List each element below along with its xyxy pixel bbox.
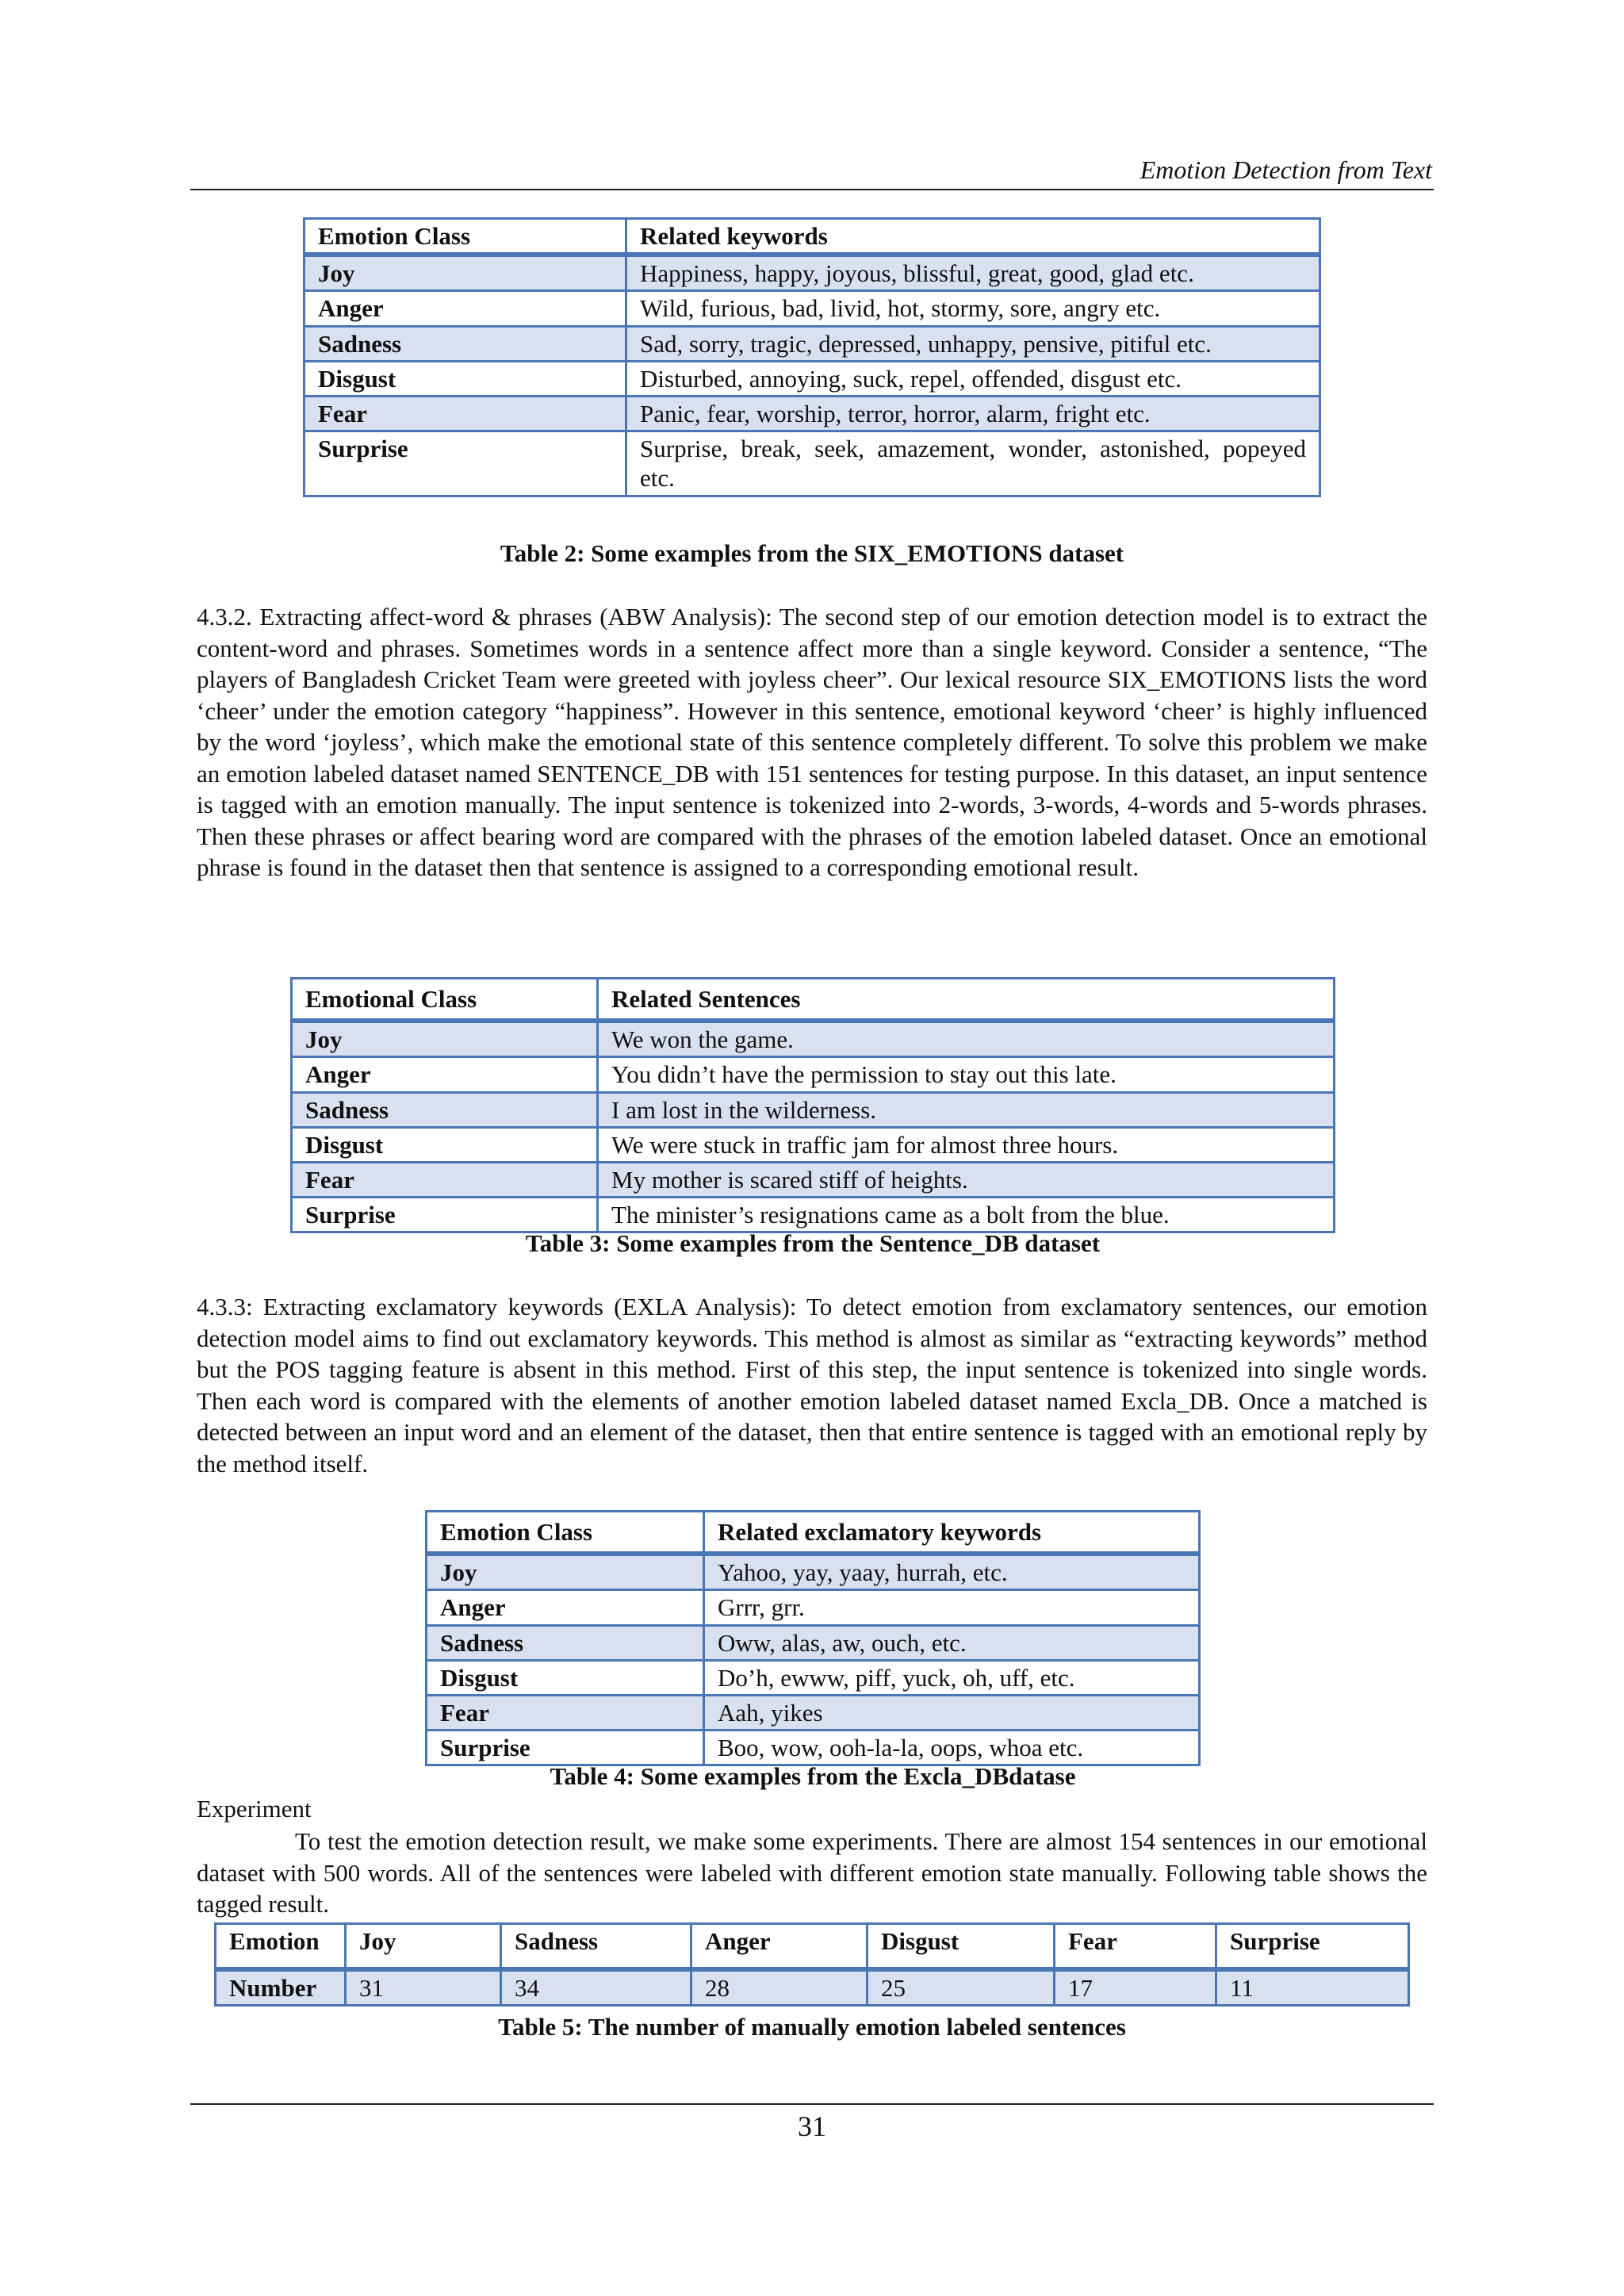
sentence-cell: My mother is scared stiff of heights. xyxy=(598,1162,1335,1197)
table-3-caption: Table 3: Some examples from the Sentence_DB dataset xyxy=(525,1229,1101,1257)
table-row xyxy=(292,1162,1335,1197)
table-header-cell: Sadness xyxy=(501,1924,691,1970)
table-row xyxy=(427,1731,1200,1765)
number-label-cell: Number xyxy=(216,1969,346,2006)
table-header-row xyxy=(292,979,1335,1022)
count-cell: 25 xyxy=(868,1969,1055,2006)
table-header-cell: Emotion Class xyxy=(427,1512,704,1554)
count-cell: 31 xyxy=(346,1969,501,2006)
table-3 xyxy=(290,977,1335,1233)
table-row xyxy=(216,1969,1409,2006)
table-header-cell: Related Sentences xyxy=(598,979,1335,1022)
table-row xyxy=(427,1554,1200,1590)
table-5-caption: Table 5: The number of manually emotion labeled sentences xyxy=(498,2013,1126,2041)
table-row xyxy=(304,361,1320,396)
table-row xyxy=(292,1198,1335,1232)
emotion-class-cell: Anger xyxy=(427,1590,704,1625)
emotion-class-cell: Sadness xyxy=(292,1092,598,1127)
emotion-class-cell: Joy xyxy=(427,1554,704,1590)
table-header-cell: Related exclamatory keywords xyxy=(704,1512,1200,1554)
table-row xyxy=(292,1092,1335,1127)
sentence-cell: I am lost in the wilderness. xyxy=(598,1092,1335,1127)
table-header-cell: Joy xyxy=(346,1924,501,1970)
emotion-class-cell: Surprise xyxy=(427,1731,704,1765)
emotion-class-cell: Disgust xyxy=(292,1127,598,1162)
emotion-class-cell: Joy xyxy=(292,1021,598,1057)
experiment-heading: Experiment xyxy=(197,1795,312,1823)
exclamatory-keywords-cell: Yahoo, yay, yaay, hurrah, etc. xyxy=(704,1554,1200,1590)
table-row xyxy=(304,326,1320,361)
emotion-class-cell: Fear xyxy=(304,396,626,431)
keywords-cell: Happiness, happy, joyous, blissful, great, good, glad etc. xyxy=(626,255,1320,291)
sentence-cell: We won the game. xyxy=(598,1021,1335,1057)
emotion-class-cell: Surprise xyxy=(292,1198,598,1232)
table-header-cell: Emotion xyxy=(216,1924,346,1970)
table-header-cell: Disgust xyxy=(868,1924,1055,1970)
exclamatory-keywords-cell: Boo, wow, ooh-la-la, oops, whoa etc. xyxy=(704,1731,1200,1765)
table-row xyxy=(304,396,1320,431)
table-row xyxy=(292,1021,1335,1057)
emotion-class-cell: Disgust xyxy=(304,361,626,396)
emotion-class-cell: Disgust xyxy=(427,1660,704,1695)
keywords-cell: Panic, fear, worship, terror, horror, alarm, fright etc. xyxy=(626,396,1320,431)
emotion-class-cell: Fear xyxy=(427,1695,704,1730)
keywords-cell: Wild, furious, bad, livid, hot, stormy, sore, angry etc. xyxy=(626,291,1320,326)
table-header-cell: Surprise xyxy=(1216,1924,1409,1970)
count-cell: 17 xyxy=(1055,1969,1216,2006)
emotion-class-cell: Anger xyxy=(292,1057,598,1092)
exclamatory-keywords-cell: Oww, alas, aw, ouch, etc. xyxy=(704,1625,1200,1660)
running-header-title: Emotion Detection from Text xyxy=(1139,155,1432,184)
table-header-row xyxy=(427,1512,1200,1554)
count-cell: 28 xyxy=(691,1969,868,2006)
emotion-class-cell: Sadness xyxy=(304,326,626,361)
table-row xyxy=(427,1695,1200,1730)
keywords-cell: Disturbed, annoying, suck, repel, offended, disgust etc. xyxy=(626,361,1320,396)
header-rule xyxy=(190,189,1434,190)
table-row xyxy=(304,255,1320,291)
table-2 xyxy=(303,217,1321,497)
table-row xyxy=(304,431,1320,496)
table-4-caption: Table 4: Some examples from the Excla_DBdatase xyxy=(550,1762,1076,1790)
count-cell: 11 xyxy=(1216,1969,1409,2006)
table-header-row xyxy=(304,219,1320,255)
experiment-paragraph: To test the emotion detection result, we make some experiments. There are almost 154 sentences in our emotional dataset with 500 words. All of the sentences were labeled with different emotion state manually. Following table shows the tagged result. xyxy=(197,1827,1427,1918)
table-row xyxy=(427,1590,1200,1625)
sentence-cell: The minister’s resignations came as a bolt from the blue. xyxy=(598,1198,1335,1232)
emotion-class-cell: Joy xyxy=(304,255,626,291)
exclamatory-keywords-cell: Aah, yikes xyxy=(704,1695,1200,1730)
table-row xyxy=(292,1127,1335,1162)
section-4-3-2-paragraph: 4.3.2. Extracting affect-word & phrases (ABW Analysis): The second step of our emotion detection model is to extract the content-word and phrases. Sometimes words in a sentence affect more than a single keyword. Consider a sentence, “The players of Bangladesh Cricket Team were greeted with joyless cheer”. Our lexical resource SIX_EMOTIONS lists the word ‘cheer’ under the emotion category “happiness”. However in this sentence, emotional keyword ‘cheer’ is highly influenced by the word ‘joyless’, which make the emotional state of this sentence completely different. To solve this problem we make an emotion labeled dataset named SENTENCE_DB with 151 sentences for testing purpose. In this dataset, an input sentence is tagged with an emotion manually. The input sentence is tokenized into 2-words, 3-words, 4-words and 5-words phrases. Then these phrases or affect bearing word are compared with the phrases of the emotion labeled dataset. Once an emotional phrase is found in the dataset then that sentence is assigned to a corresponding emotional result. xyxy=(197,603,1427,881)
count-cell: 34 xyxy=(501,1969,691,2006)
table-row xyxy=(304,291,1320,326)
table-header-cell: Emotion Class xyxy=(304,219,626,255)
section-4-3-3-paragraph: 4.3.3: Extracting exclamatory keywords (EXLA Analysis): To detect emotion from exclamatory sentences, our emotion detection model aims to find out exclamatory keywords. This method is almost as similar as “extracting keywords” method but the POS tagging feature is absent in this method. First of this step, the input sentence is tokenized into single words. Then each word is compared with the elements of another emotion labeled dataset named Excla_DB. Once a matched is detected between an input word and an element of the dataset, then that entire sentence is tagged with an emotional reply by the method itself. xyxy=(197,1293,1427,1478)
exclamatory-keywords-cell: Grrr, grr. xyxy=(704,1590,1200,1625)
emotion-class-cell: Anger xyxy=(304,291,626,326)
emotion-class-cell: Sadness xyxy=(427,1625,704,1660)
page-number: 31 xyxy=(798,2110,826,2142)
table-row xyxy=(292,1057,1335,1092)
table-header-cell: Fear xyxy=(1055,1924,1216,1970)
table-4 xyxy=(425,1510,1201,1766)
keywords-cell: Sad, sorry, tragic, depressed, unhappy, pensive, pitiful etc. xyxy=(626,326,1320,361)
footer-rule xyxy=(190,2103,1434,2105)
table-header-cell: Emotional Class xyxy=(292,979,598,1022)
table-2-caption: Table 2: Some examples from the SIX_EMOTIONS dataset xyxy=(500,539,1124,567)
sentence-cell: We were stuck in traffic jam for almost three hours. xyxy=(598,1127,1335,1162)
table-header-row xyxy=(216,1924,1409,1970)
table-header-cell: Related keywords xyxy=(626,219,1320,255)
emotion-class-cell: Surprise xyxy=(304,431,626,496)
emotion-class-cell: Fear xyxy=(292,1162,598,1197)
exclamatory-keywords-cell: Do’h, ewww, piff, yuck, oh, uff, etc. xyxy=(704,1660,1200,1695)
keywords-cell: Surprise, break, seek, amazement, wonder, astonished, popeyed etc. xyxy=(626,431,1320,496)
table-row xyxy=(427,1660,1200,1695)
table-5 xyxy=(214,1922,1410,2007)
sentence-cell: You didn’t have the permission to stay out this late. xyxy=(598,1057,1335,1092)
table-row xyxy=(427,1625,1200,1660)
table-header-cell: Anger xyxy=(691,1924,868,1970)
